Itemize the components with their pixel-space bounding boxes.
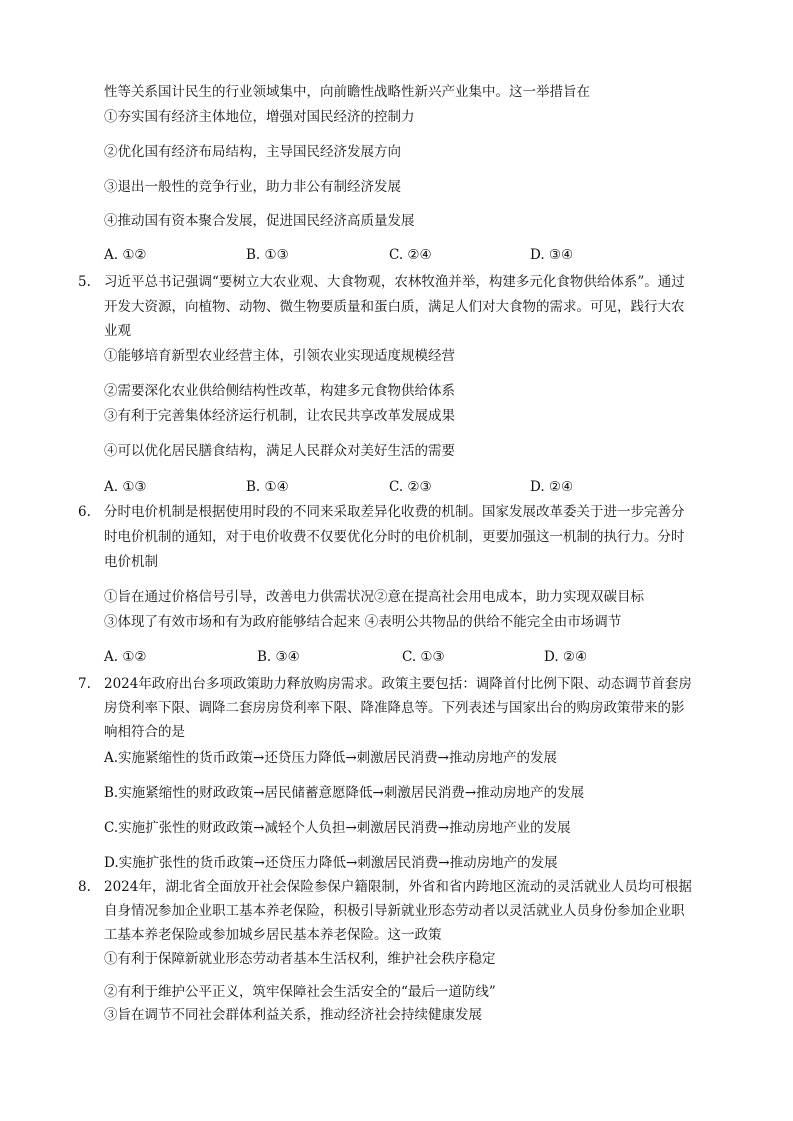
option-c: C.实施扩张性的财政政策→减轻个人负担→刺激居民消费→推动房地产业的发展	[104, 820, 571, 836]
statement-4: ④可以优化居民膳食结构，满足人民群众对美好生活的需要	[104, 443, 455, 459]
option-b: B.实施紧缩性的财政政策→居民储蓄意愿降低→刺激居民消费→推动房地产的发展	[104, 785, 585, 801]
question-stem-line: 分时电价机制是根据使用时段的不同来采取差异化收费的机制。国家发展改革委关于进一步完善分	[104, 504, 685, 520]
statement-3: ③旨在调节不同社会群体利益关系，推动经济社会持续健康发展	[104, 1007, 482, 1023]
option-d: D. ②④	[530, 479, 574, 495]
question-stem-line: 房贷利率下限、调降二套房房贷利率下限、降准降息等。下列表述与国家出台的购房政策带来的影	[104, 700, 685, 716]
answer-options	[104, 478, 624, 496]
question-stem-line: 响相符合的是	[104, 724, 185, 740]
option-c: C. ①③	[402, 649, 445, 665]
question-number-8: 8.	[78, 879, 91, 895]
question-number-5: 5.	[78, 274, 91, 290]
statement-1: ①夯实国有经济主体地位，增强对国民经济的控制力	[104, 109, 415, 125]
statement-3: ③退出一般性的竞争行业，助力非公有制经济发展	[104, 179, 401, 195]
option-a: A. ①③	[104, 479, 147, 495]
question-stem-line: 习近平总书记强调“要树立大农业观、大食物观，农林牧渔并举，构建多元化食物供给体系”。通过	[104, 274, 685, 290]
statement-2: ②需要深化农业供给侧结构性改革，构建多元食物供给体系	[104, 383, 455, 399]
question-stem-line: 自身情况参加企业职工基本养老保险，积极引导新就业形态劳动者以灵活就业人员身份参加企业职	[104, 903, 685, 919]
statement-line-2: ③体现了有效市场和有为政府能够结合起来 ④表明公共物品的供给不能完全由市场调节	[104, 614, 622, 630]
statement-1: ①有利于保障新就业形态劳动者基本生活权利，维护社会秩序稳定	[104, 951, 496, 967]
question-stem-line: 时电价机制的通知，对于电价收费不仅要优化分时的电价机制，更要加强这一机制的执行力。分时	[104, 529, 685, 545]
question-stem-line: 电价机制	[104, 554, 158, 570]
question-stem-line: 2024年，湖北省全面放开社会保险参保户籍限制，外省和省内跨地区流动的灵活就业人员均可根据	[104, 879, 692, 895]
statement-1: ①能够培育新型农业经营主体，引领农业实现适度规模经营	[104, 348, 455, 364]
question-stem-line: 业观	[104, 323, 131, 339]
question-stem-line: 工基本养老保险或参加城乡居民基本养老保险。这一政策	[104, 927, 442, 943]
statement-3: ③有利于完善集体经济运行机制，让农民共享改革发展成果	[104, 408, 455, 424]
answer-options	[104, 648, 624, 666]
option-b: B. ①④	[246, 479, 289, 495]
option-b: B. ③④	[257, 649, 300, 665]
option-d: D.实施扩张性的货币政策→还贷压力降低→刺激居民消费→推动房地产的发展	[104, 855, 558, 871]
statement-4: ④推动国有资本聚合发展，促进国民经济高质量发展	[104, 213, 415, 229]
question-number-6: 6.	[78, 504, 91, 520]
option-a: A. ①②	[104, 247, 147, 263]
option-d: D. ③④	[530, 247, 574, 263]
question-number-7: 7.	[78, 676, 91, 692]
option-a: A. ①②	[104, 649, 147, 665]
statement-line-1: ①旨在通过价格信号引导，改善电力供需状况②意在提高社会用电成本，助力实现双碳目标	[104, 589, 644, 605]
question-stem-line: 2024年政府出台多项政策助力释放购房需求。政策主要包括：调降首付比例下限、动态调节首套房	[104, 676, 692, 692]
option-d: D. ②④	[544, 649, 588, 665]
option-b: B. ①③	[246, 247, 289, 263]
option-c: C. ②③	[389, 479, 432, 495]
question-stem-line: 开发大资源，向植物、动物、微生物要质量和蛋白质，满足人们对大食物的需求。可见，践行大农	[104, 299, 685, 315]
statement-2: ②有利于维护公平正义，筑牢保障社会生活安全的“最后一道防线”	[104, 984, 496, 1000]
statement-2: ②优化国有经济布局结构，主导国民经济发展方向	[104, 144, 401, 160]
option-c: C. ②④	[389, 247, 432, 263]
question-stem-line: 性等关系国计民生的行业领域集中，向前瞻性战略性新兴产业集中。这一举措旨在	[104, 84, 590, 100]
answer-options	[104, 246, 624, 264]
option-a: A.实施紧缩性的货币政策→还贷压力降低→刺激居民消费→推动房地产的发展	[104, 750, 557, 766]
